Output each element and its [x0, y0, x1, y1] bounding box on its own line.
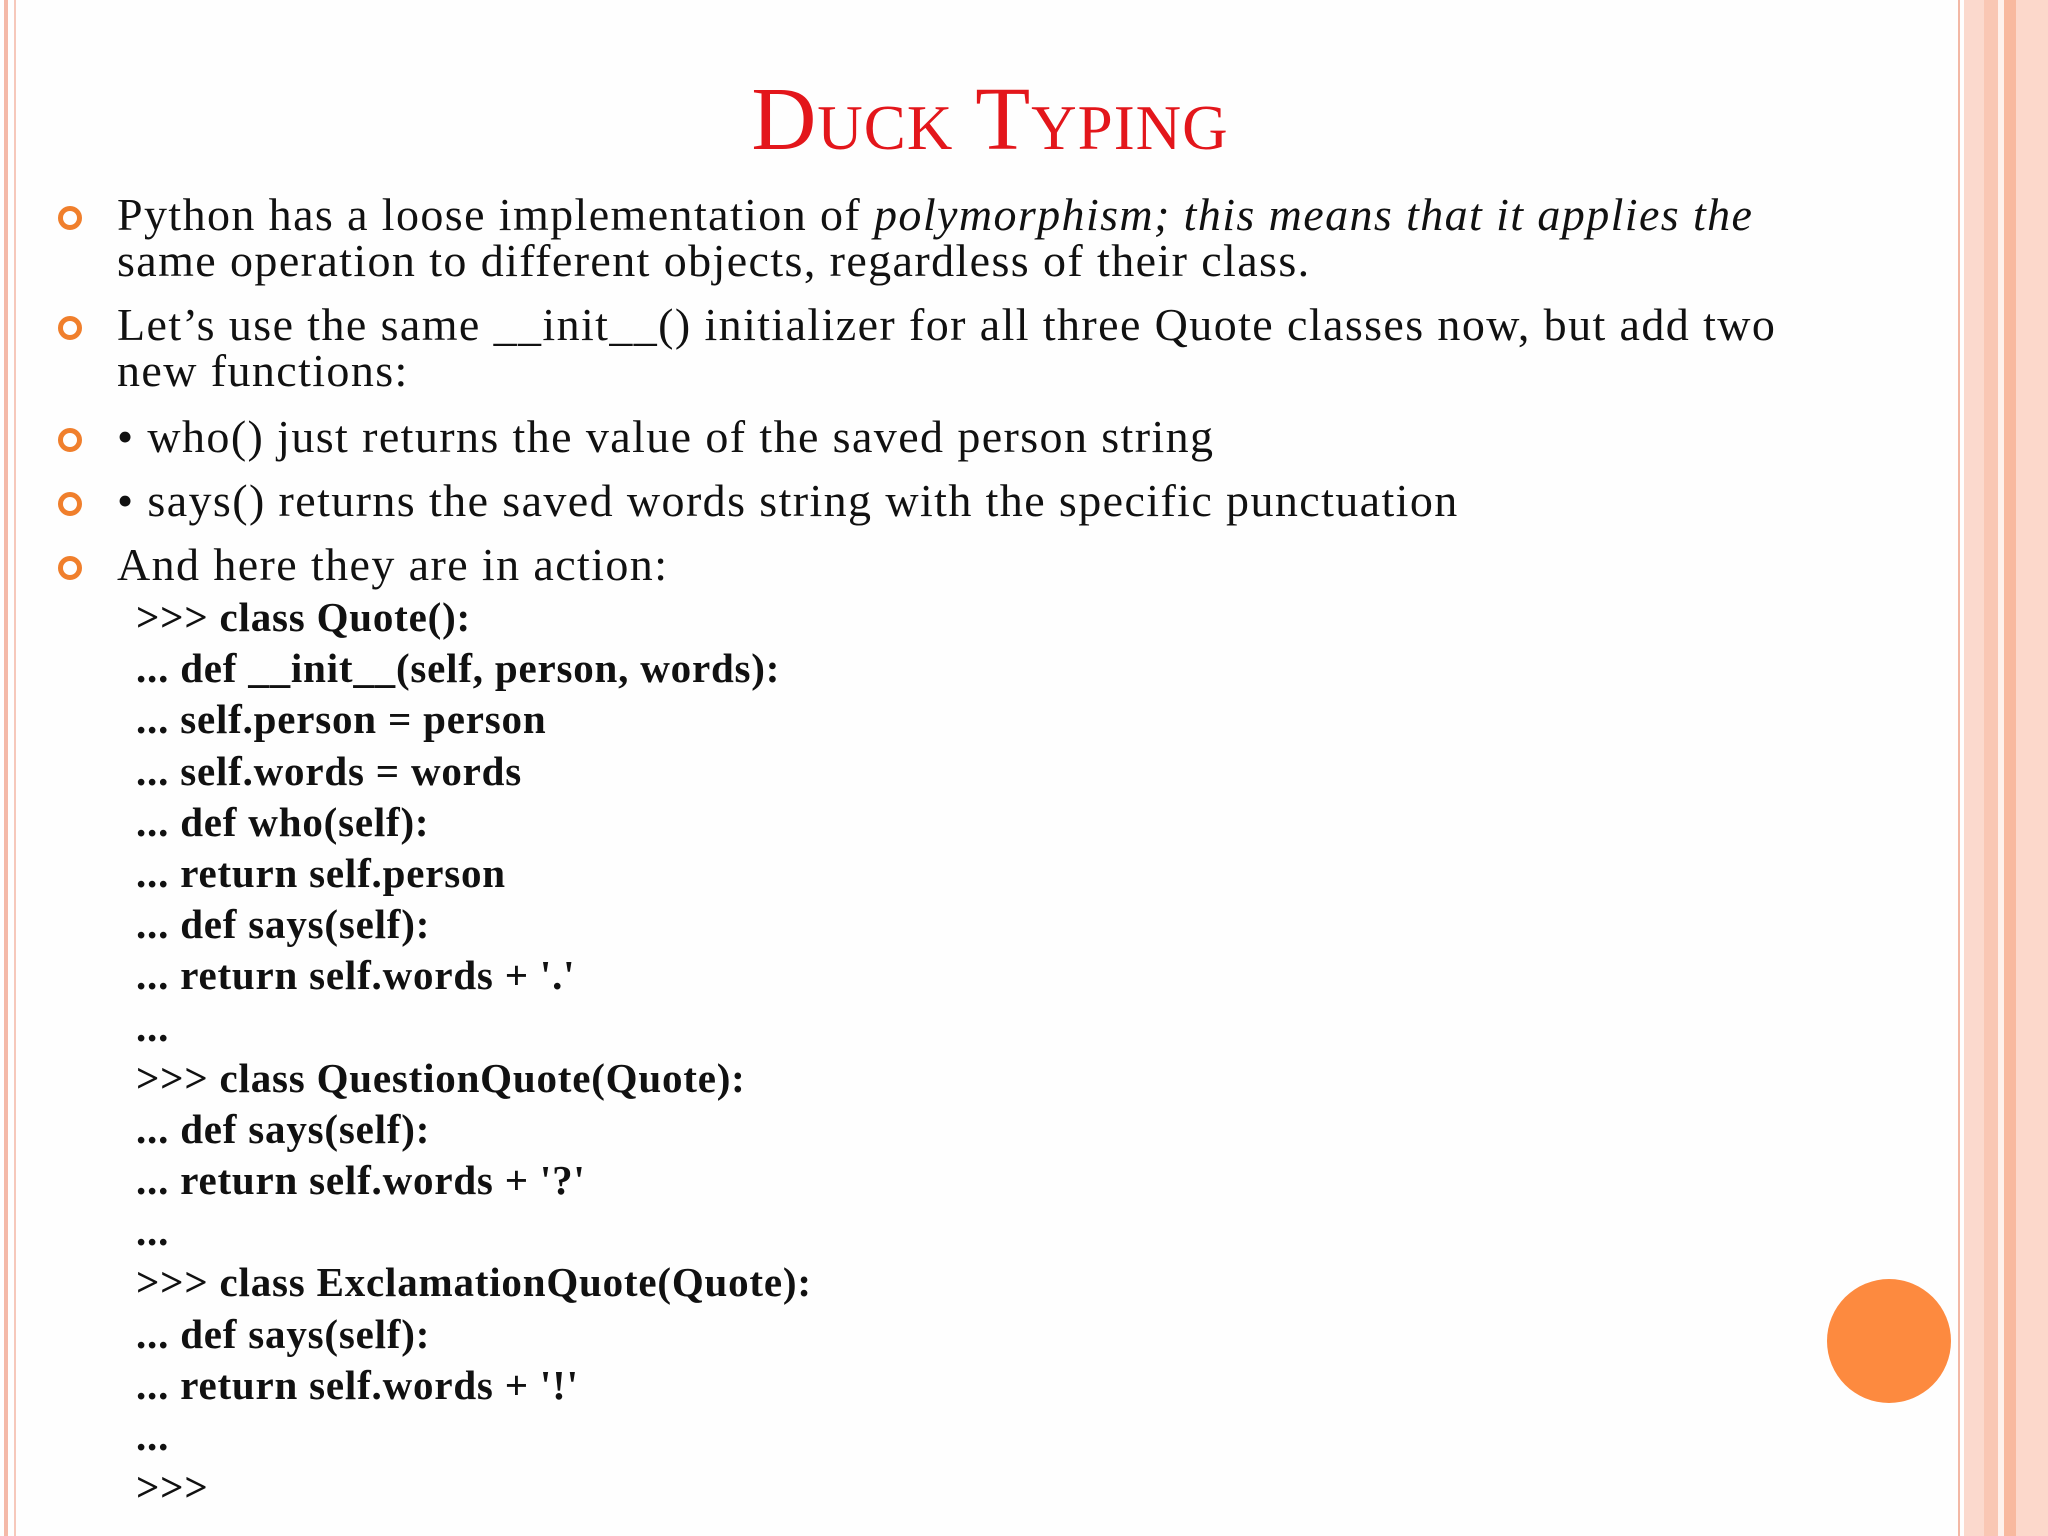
code-line: >>> class Quote(): — [136, 594, 471, 640]
bullet-text-segment: • who() just returns the value of the saved person string — [117, 411, 1215, 462]
bullet-line — [117, 235, 1997, 286]
bullet-text-segment: Let’s use the same __init__() initializer for all three Quote classes now, but add two — [117, 299, 1777, 350]
code-line: ... return self.words + '.' — [136, 952, 576, 999]
right-border-stripe — [2016, 0, 2048, 1536]
code-line: ... return self.words + '!' — [136, 1361, 579, 1408]
bullet-text-segment: And here they are in action: — [117, 539, 669, 590]
bullet-text-segment: new functions: — [117, 345, 409, 396]
code-line: ... def says(self): — [136, 1310, 431, 1357]
code-line: >>> — [136, 1464, 209, 1511]
bullet-line — [117, 345, 1997, 396]
bullet-item — [117, 189, 1997, 286]
bullet-line — [117, 539, 1997, 590]
code-line: ... return self.words + '?' — [136, 1157, 586, 1204]
code-line: ... def says(self): — [136, 901, 431, 948]
code-line: ... def says(self): — [136, 1105, 431, 1152]
bullet-marker-icon — [58, 492, 82, 516]
code-line: ... — [136, 1413, 170, 1459]
bullet-marker-icon — [58, 316, 82, 340]
bullet-marker-icon — [58, 556, 82, 580]
bullet-item — [117, 475, 1997, 526]
bullet-text-segment: polymorphism; this means that it applies the — [874, 189, 1754, 240]
code-line: ... self.words = words — [136, 747, 523, 794]
right-border-stripe — [2004, 0, 2016, 1536]
bullet-item — [117, 411, 1997, 462]
code-line: ... def who(self): — [136, 798, 430, 845]
bullet-text-segment: same operation to different objects, regardless of their class. — [117, 235, 1311, 286]
code-line: ... self.person = person — [136, 696, 547, 743]
bullet-line — [117, 299, 1997, 350]
bullet-marker-icon — [58, 428, 82, 452]
code-line: >>> class QuestionQuote(Quote): — [136, 1054, 746, 1101]
bullet-text-segment: Python has a loose implementation of — [117, 189, 875, 240]
bullet-line — [117, 189, 1997, 240]
bullet-item — [117, 539, 1997, 590]
code-block — [136, 592, 812, 1513]
code-line: ... — [136, 1208, 170, 1255]
code-line: ... return self.person — [136, 849, 506, 896]
code-line: ... def __init__(self, person, words): — [136, 645, 781, 692]
bullet-marker-icon — [58, 206, 82, 230]
left-border-line-inner — [14, 0, 16, 1536]
bullet-text-segment: • says() returns the saved words string with the specific punctuation — [117, 475, 1459, 526]
bullet-line — [117, 411, 1997, 462]
code-line: ... — [136, 1003, 170, 1050]
left-border-line — [4, 0, 8, 1536]
code-line: >>> class ExclamationQuote(Quote): — [136, 1259, 812, 1306]
slide-title: Duck Typing — [751, 70, 1229, 169]
bullet-line — [117, 475, 1997, 526]
bullet-item — [117, 299, 1997, 396]
decorative-orange-circle — [1827, 1279, 1951, 1403]
